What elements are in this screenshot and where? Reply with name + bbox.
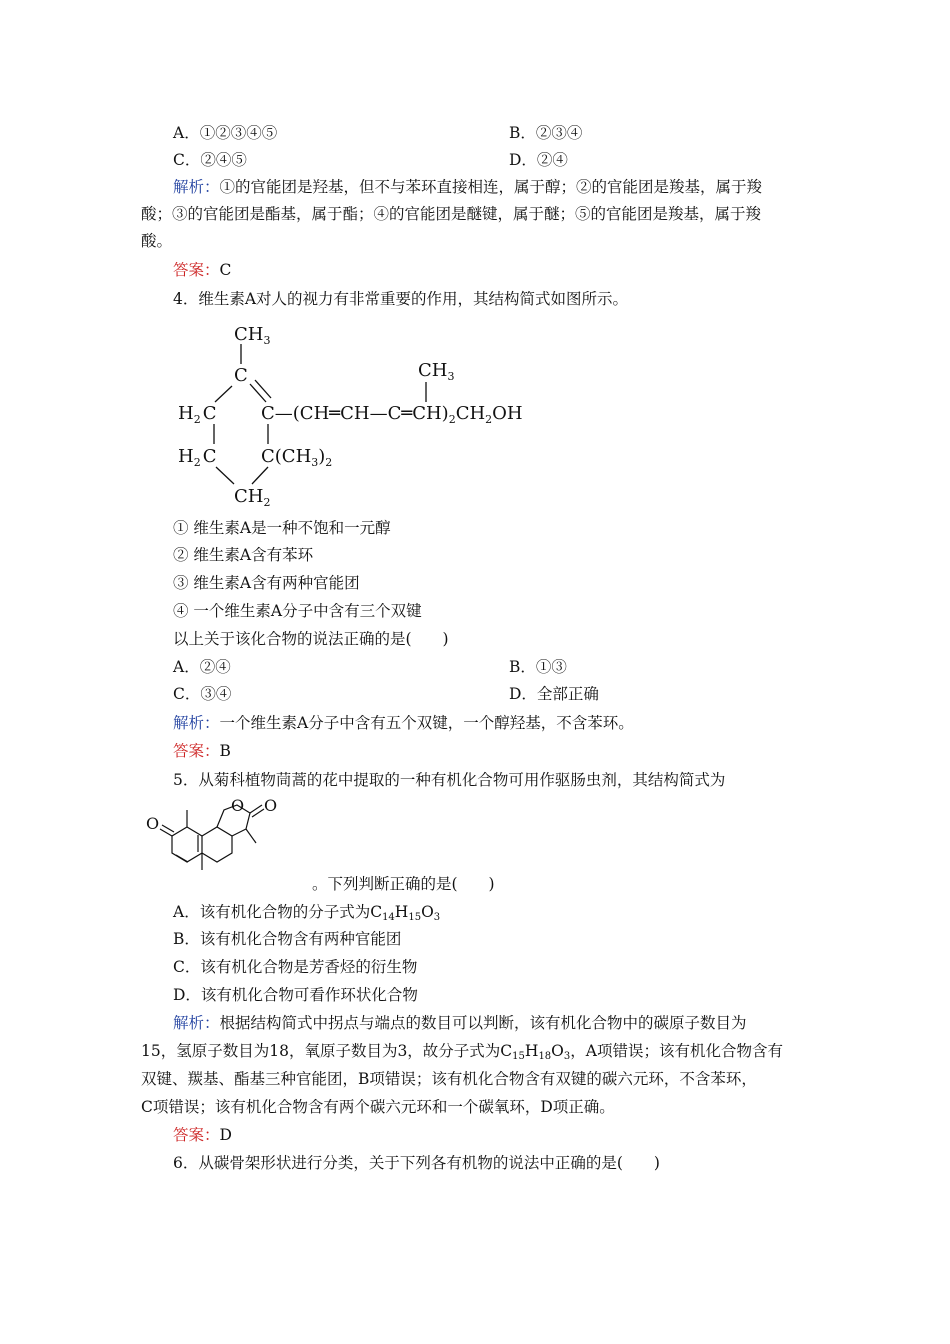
q3-option-b: B．②③④: [509, 124, 583, 142]
santonin-structure: [140, 795, 310, 890]
q4-answer-label: 答案：: [173, 742, 220, 760]
q5-option-a-sub-h: 15: [408, 912, 422, 923]
q5-option-a-o: O: [421, 903, 434, 921]
q5-analysis-label: 解析：: [173, 1014, 220, 1032]
q4-analysis-text: 一个维生素A分子中含有五个双键，一个醇羟基，不含苯环。: [219, 714, 634, 732]
c-top: C: [234, 365, 248, 386]
q5-answer-value: D: [219, 1126, 232, 1144]
atom-o-ring: O: [231, 796, 245, 815]
q5-analysis-text-1: 根据结构简式中拐点与端点的数目可以判断，该有机化合物中的碳原子数目为: [219, 1014, 747, 1032]
branch-ch3: $CH_3$: [418, 360, 455, 383]
q5-option-a: [173, 902, 440, 928]
q4-statement-4: ④ 一个维生素A分子中含有三个双键: [173, 602, 422, 620]
bottom-ch2: $CH_2$: [234, 486, 271, 509]
c-gem-dimethyl: $C(CH_3)_2$: [261, 446, 333, 469]
q5-analysis-o: O: [551, 1042, 564, 1060]
q4-analysis-label: 解析：: [173, 714, 220, 732]
q4-answer-value: B: [219, 742, 231, 760]
atom-o-left: O: [146, 814, 160, 833]
q5-analysis-sub-o: 3: [563, 1051, 571, 1062]
q3-option-a: A．①②③④⑤: [173, 124, 278, 142]
q3-answer-value: C: [219, 261, 232, 279]
q4-statement-3: ③ 维生素A含有两种官能团: [173, 574, 360, 592]
q3-analysis-line-1: [173, 177, 809, 197]
q5-answer-label: 答案：: [173, 1126, 220, 1144]
bond-c-top-right-1: [250, 384, 266, 402]
q4-question: 以上关于该化合物的说法正确的是( ): [173, 630, 449, 648]
q5-analysis-h: H: [524, 1042, 539, 1060]
q5-option-d: D．该有机化合物可看作环状化合物: [173, 986, 418, 1004]
left-upper-ch2: $H_2$ C: [178, 403, 217, 426]
q5-analysis-line-1: [173, 1013, 747, 1033]
top-ch3: $CH_3$: [234, 324, 271, 347]
q5-analysis-line-3: 双键、羰基、酯基三种官能团，B项错误；该有机化合物含有双键的碳六元环，不含苯环，: [141, 1070, 757, 1088]
lactone-methyl: [246, 829, 256, 843]
q5-analysis-text-2b: ，A项错误；该有机化合物含有: [570, 1042, 783, 1060]
ring-a-double-bond: [176, 855, 188, 862]
q5-analysis-line-4: C项错误；该有机化合物含有两个碳六元环和一个碳氧环，D项正确。: [141, 1098, 615, 1116]
q5-analysis-line-2: [141, 1041, 783, 1067]
q4-option-d: D．全部正确: [509, 685, 599, 703]
q5-option-b: B．该有机化合物含有两种官能团: [173, 930, 402, 948]
q3-analysis-label: 解析：: [173, 178, 220, 196]
bond-bottom-right: [252, 467, 268, 484]
bond-bottom-left: [216, 467, 234, 484]
q5-analysis-sub-c: 15: [512, 1051, 525, 1062]
q3-option-d: D．②④: [509, 151, 568, 169]
q3-answer-label: 答案：: [173, 261, 220, 279]
q5-option-a-sub-o: 3: [433, 912, 441, 923]
q5-analysis-text-2: 15，氢原子数目为18，氧原子数目为3，故分子式为C: [141, 1042, 513, 1060]
c-middle: $C—(CH═CH—C═CH)_2CH_2OH$: [261, 403, 523, 426]
vitamin-a-structure: [170, 312, 610, 512]
q4-option-c: C．③④: [173, 685, 232, 703]
q5-analysis-sub-h: 18: [538, 1051, 552, 1062]
ring-b: [202, 827, 232, 862]
q4-option-b: B．①③: [509, 658, 567, 676]
q6-stem: 6．从碳骨架形状进行分类，关于下列各有机物的说法中正确的是( ): [173, 1154, 660, 1172]
q3-option-c: C．②④⑤: [173, 151, 247, 169]
q5-option-a-text: A．该有机化合物的分子式为C: [173, 903, 383, 921]
q5-after-structure: 。下列判断正确的是( ): [312, 875, 495, 893]
q5-stem: 5．从菊科植物茼蒿的花中提取的一种有机化合物可用作驱肠虫剂，其结构简式为: [173, 771, 726, 789]
q3-analysis-line-2: 酸；③的官能团是酯基，属于酯；④的官能团是醚键，属于醚；⑤的官能团是羧基，属于羧: [141, 205, 762, 223]
q4-answer: [173, 741, 231, 761]
q4-stem: 4．维生素A对人的视力有非常重要的作用，其结构简式如图所示。: [173, 290, 629, 308]
q4-statement-2: ② 维生素A含有苯环: [173, 546, 314, 564]
q4-option-a: A．②④: [173, 658, 231, 676]
left-lower-ch2: $H_2$ C: [178, 446, 217, 469]
q4-analysis: [173, 713, 634, 733]
q5-answer: [173, 1125, 232, 1145]
q3-analysis-text-1: ①的官能团是羟基，但不与苯环直接相连，属于醇；②的官能团是羧基，属于羧: [219, 178, 763, 196]
q5-option-a-h: H: [394, 903, 409, 921]
bond-c-top-right-2: [255, 380, 271, 398]
q5-option-a-sub-c: 14: [382, 912, 395, 923]
q4-statement-1: ① 维生素A是一种不饱和一元醇: [173, 519, 391, 537]
atom-o-right: O: [264, 796, 278, 815]
q3-answer: [173, 260, 231, 280]
bond-c-top-left: [215, 386, 232, 402]
q5-option-c: C．该有机化合物是芳香烃的衍生物: [173, 958, 418, 976]
q3-analysis-line-3: 酸。: [141, 232, 173, 250]
